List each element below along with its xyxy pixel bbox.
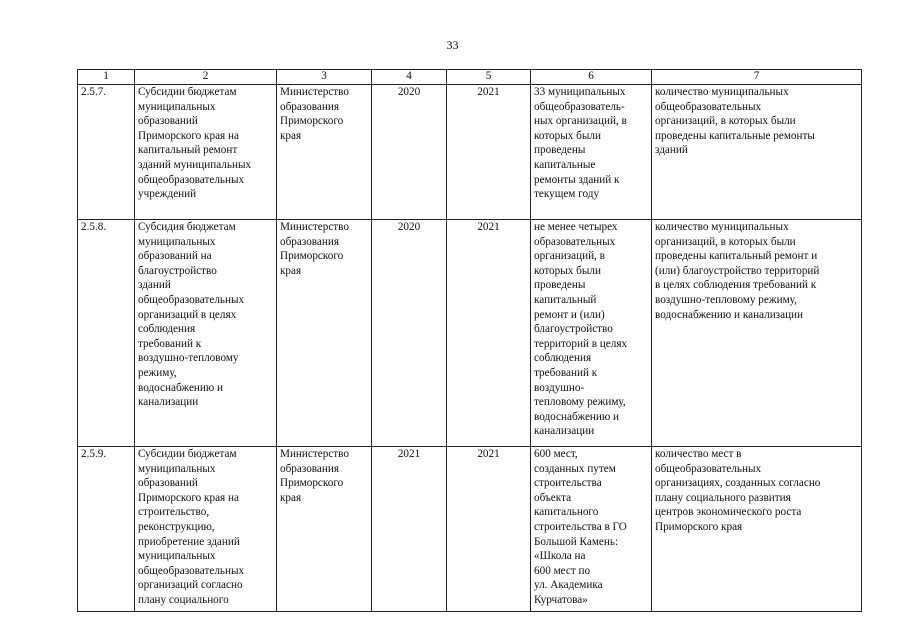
item-end-year: 2021 [447, 220, 531, 447]
column-header: 1 [78, 70, 135, 85]
item-executor: Министерство образования Приморского края [277, 220, 372, 447]
column-header: 5 [447, 70, 531, 85]
table-row [78, 85, 862, 220]
item-name: Субсидии бюджетам муниципальных образований Приморского края на капитальный ремонт зданий муниципальных общеобразовательных учреждений [135, 85, 277, 220]
item-name: Субсидии бюджетам муниципальных образований Приморского края на строительство, реконструкцию, приобретение зданий муниципальных общеобразовательных организаций согласно плану социального [135, 447, 277, 612]
item-indicator: количество мест в общеобразовательных организациях, созданных согласно плану социального развития центров экономического роста Приморского края [652, 447, 862, 612]
item-number: 2.5.9. [78, 447, 135, 612]
item-number: 2.5.8. [78, 220, 135, 447]
item-result: 600 мест, созданных путем строительства объекта капитального строительства в ГО Большой Камень: «Школа на 600 мест по ул. Академика Курчатова» [531, 447, 652, 612]
column-header: 3 [277, 70, 372, 85]
item-executor: Министерство образования Приморского края [277, 447, 372, 612]
item-executor: Министерство образования Приморского края [277, 85, 372, 220]
item-name: Субсидия бюджетам муниципальных образований на благоустройство зданий общеобразовательных организаций в целях соблюдения требований к воздушно-тепловому режиму, водоснабжению и канализации [135, 220, 277, 447]
column-header: 2 [135, 70, 277, 85]
item-number: 2.5.7. [78, 85, 135, 220]
column-header: 7 [652, 70, 862, 85]
item-end-year: 2021 [447, 447, 531, 612]
item-indicator: количество муниципальных организаций, в которых были проведены капитальный ремонт и (или) благоустройство территорий в целях соблюдения требований к воздушно-тепловому режиму, водоснабжению и канализации [652, 220, 862, 447]
table-row [78, 220, 862, 447]
column-header: 6 [531, 70, 652, 85]
item-result: не менее четырех образовательных организаций, в которых были проведены капитальный ремонт и (или) благоустройство территорий в целях соблюдения требований к воздушно- тепловому режиму, водоснабжению и канализации [531, 220, 652, 447]
item-start-year: 2021 [372, 447, 447, 612]
item-result: 33 муниципальных общеобразователь- ных организаций, в которых были проведены капитальные ремонты зданий к текущем году [531, 85, 652, 220]
page-number: 33 [446, 38, 459, 52]
table-row [78, 447, 862, 612]
table-header-row [78, 70, 862, 85]
program-table [77, 69, 862, 612]
column-header: 4 [372, 70, 447, 85]
item-start-year: 2020 [372, 85, 447, 220]
item-indicator: количество муниципальных общеобразовательных организаций, в которых были проведены капитальные ремонты зданий [652, 85, 862, 220]
item-end-year: 2021 [447, 85, 531, 220]
item-start-year: 2020 [372, 220, 447, 447]
